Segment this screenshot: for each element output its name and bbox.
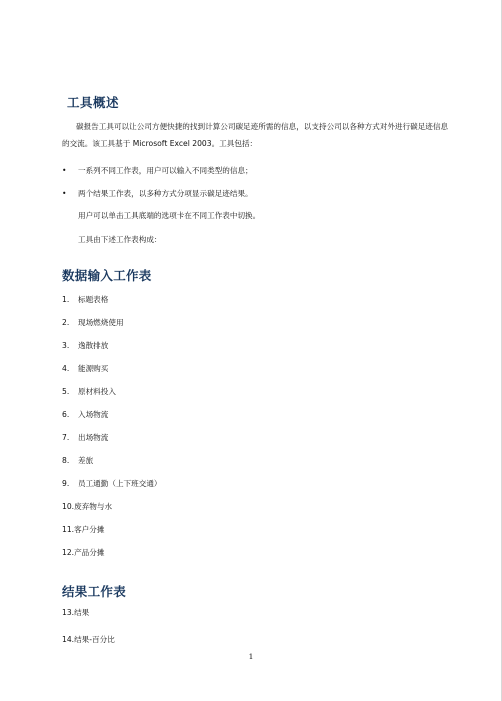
bullet-icon: • — [62, 166, 67, 175]
section-title-input: 数据输入工作表 — [62, 268, 152, 283]
bullet-icon: • — [62, 189, 67, 198]
section-title-tools: 工具概述 — [67, 95, 120, 110]
list-item: 9. 员工通勤（上下班交通） — [62, 479, 162, 488]
list-item: 12.产品分摊 — [62, 548, 105, 557]
list-item: 8. 差旅 — [62, 456, 94, 465]
intro-paragraph: 碳报告工具可以让公司方便快捷的找到计算公司碳足迹所需的信息，以支持公司以各种方式对外进行碳足迹信息的交流。该工具基于 Microsoft Excel 2003。工具包括： — [62, 122, 449, 148]
bullet-item — [62, 189, 253, 199]
section-title-results: 结果工作表 — [62, 584, 127, 599]
bullet-item — [62, 166, 253, 176]
list-item: 1. 标题表格 — [62, 295, 109, 304]
list-item: 14.结果-百分比 — [62, 635, 115, 644]
bullet-text: 两个结果工作表，以多种方式分项显示碳足迹结果。 — [78, 189, 253, 198]
list-item: 6. 入场物流 — [62, 410, 109, 419]
list-item: 13.结果 — [62, 608, 90, 617]
list-item: 5. 原材料投入 — [62, 387, 116, 396]
list-item: 11.客户分摊 — [62, 525, 105, 534]
list-item: 3. 逸散排放 — [62, 341, 109, 350]
list-item: 7. 出场物流 — [62, 433, 109, 442]
page-number: 1 — [248, 652, 254, 661]
bullet-text: 一系列不同工作表，用户可以输入不同类型的信息； — [78, 166, 253, 175]
list-item: 2. 现场燃烧使用 — [62, 318, 124, 327]
list-item: 10.废弃物与水 — [62, 502, 113, 511]
list-item: 4. 能源购买 — [62, 364, 109, 373]
composition-note: 工具由下述工作表构成： — [78, 235, 162, 244]
tab-switch-note: 用户可以单击工具底端的选项卡在不同工作表中切换。 — [78, 211, 261, 220]
